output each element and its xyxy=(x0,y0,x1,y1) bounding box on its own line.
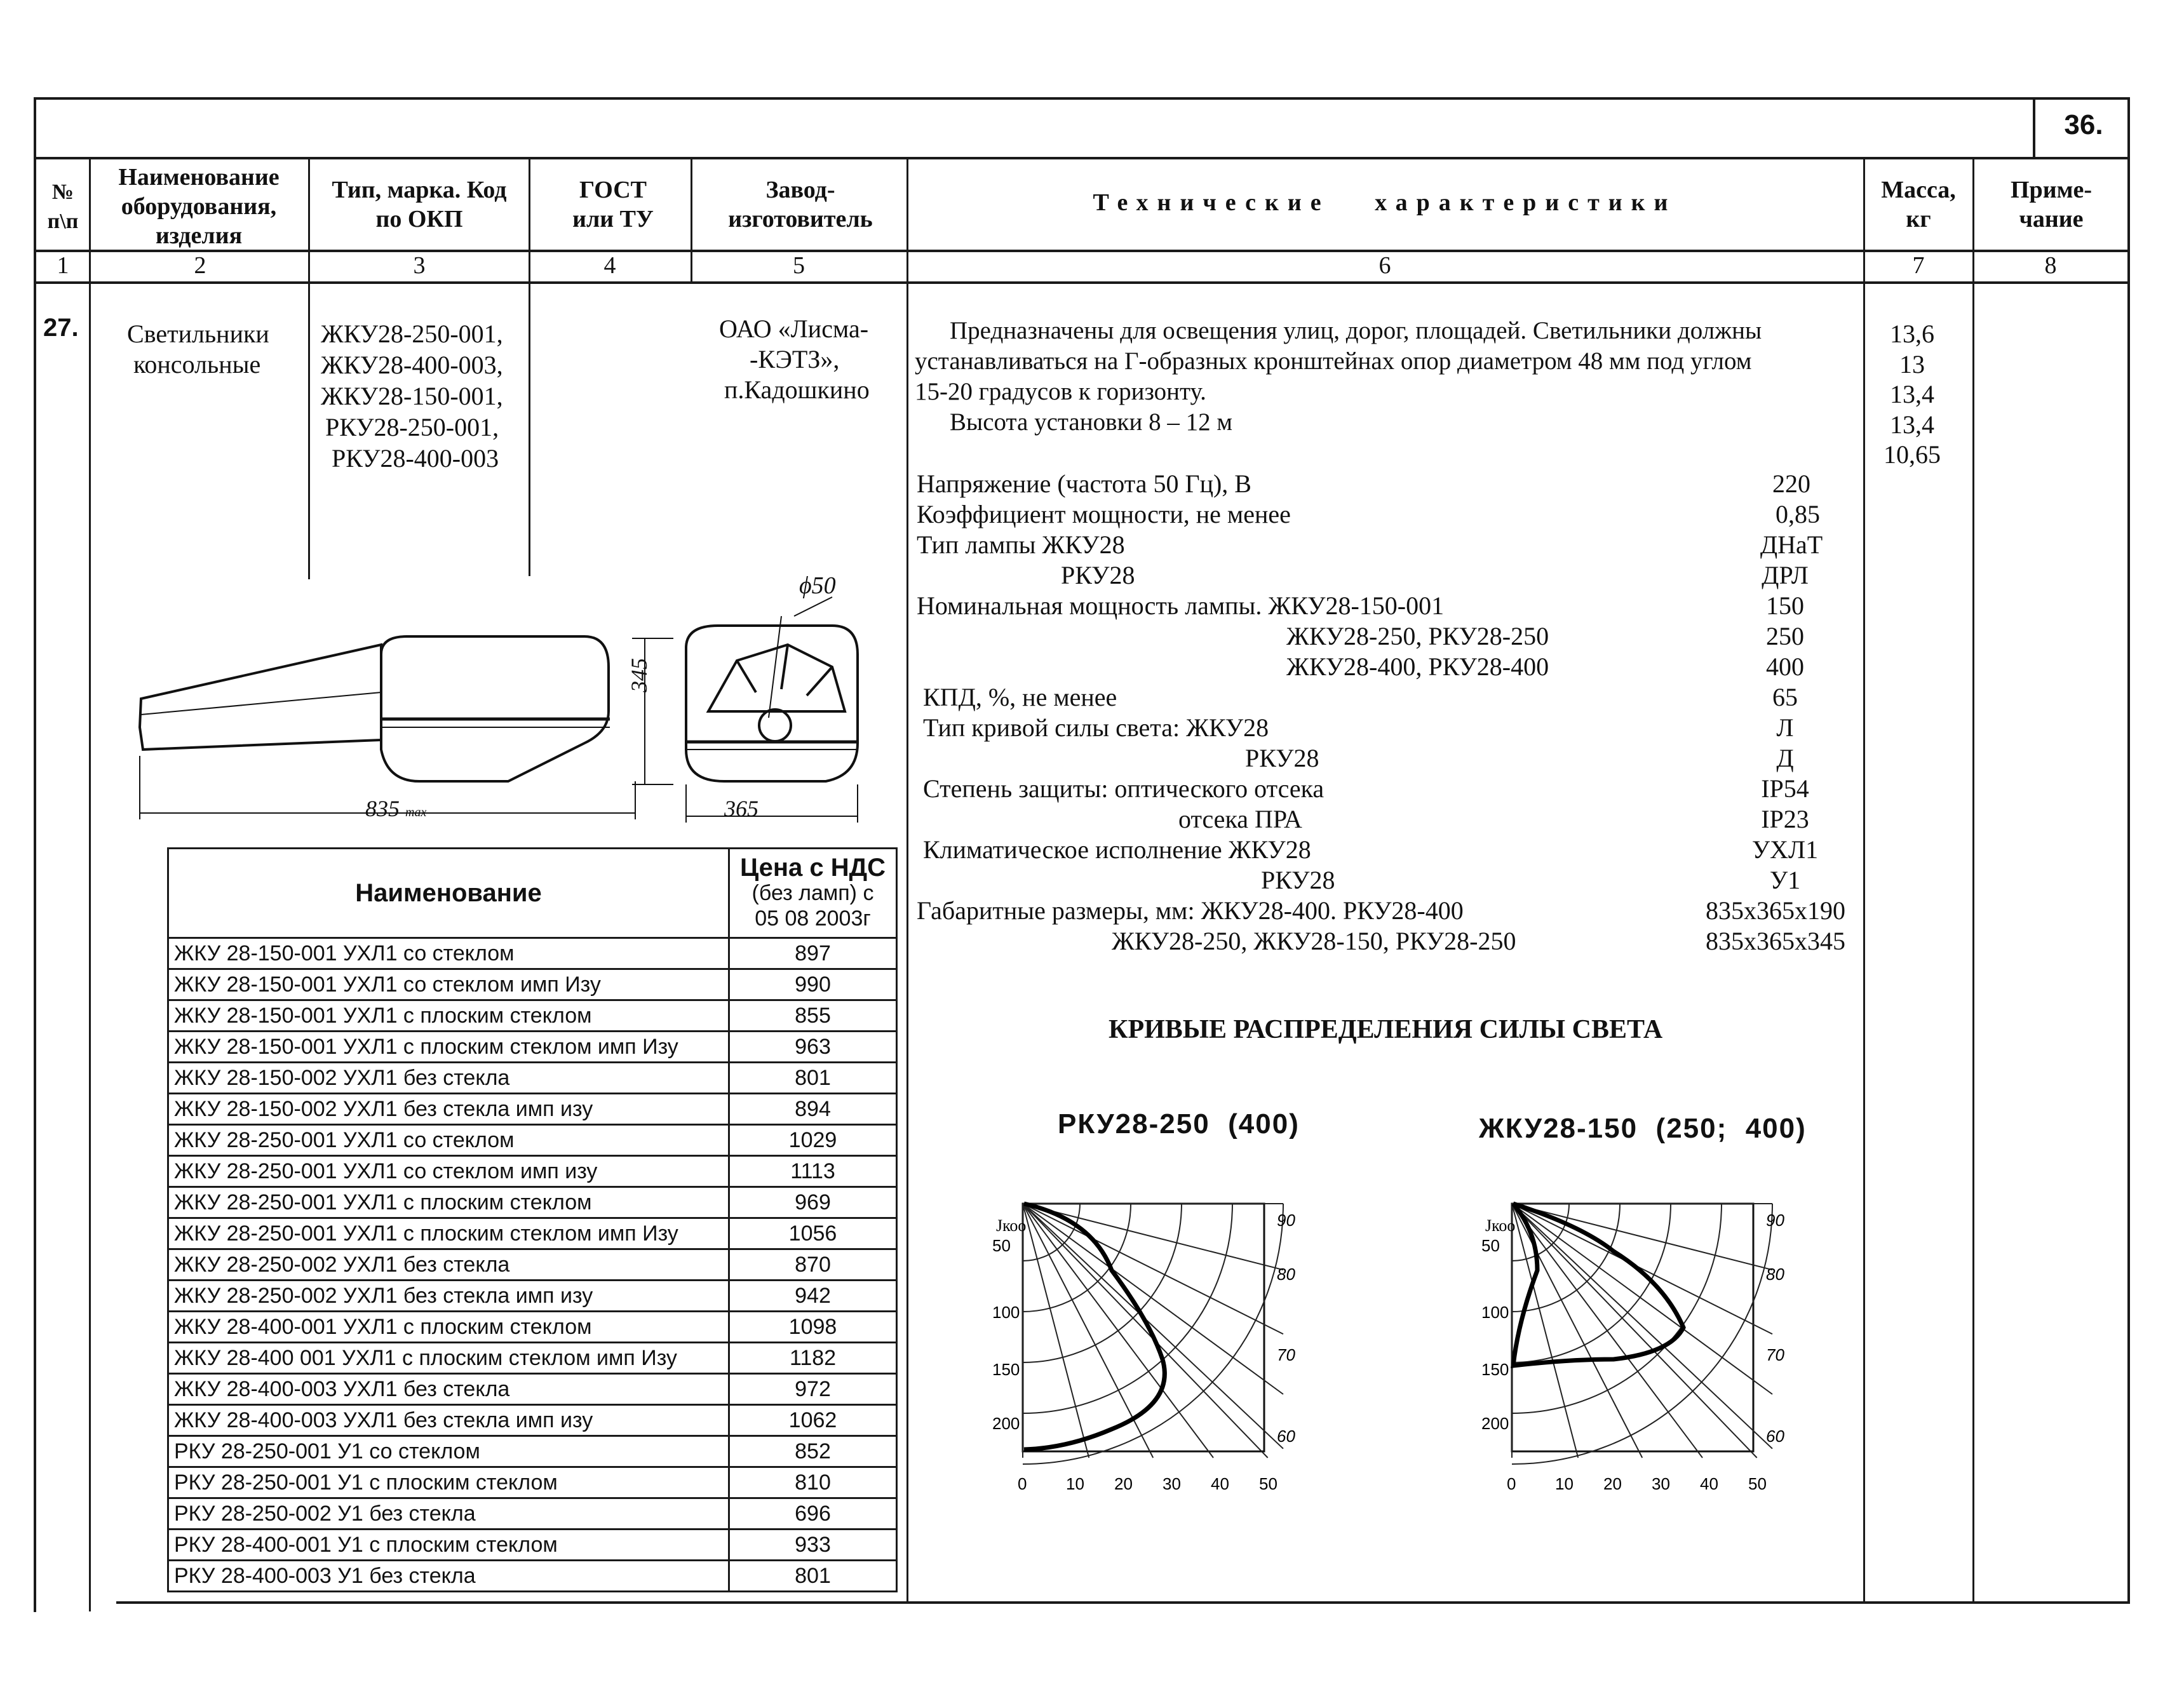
curve-left-radial-line xyxy=(1023,1204,1283,1449)
description-line2: устанавливаться на Г-образных кронштейнах опор диаметром 48 мм под углом xyxy=(915,347,1752,375)
price-row-value: 894 xyxy=(729,1094,897,1125)
curve-left-radial-line xyxy=(1023,1204,1283,1394)
col-number-4: 4 xyxy=(603,252,616,279)
colnum-bottom-line xyxy=(34,281,2130,284)
spec-label-curve-type-zhku: Тип кривой силы света: ЖКУ28 xyxy=(923,713,1269,742)
curve-left-x-tick: 20 xyxy=(1114,1474,1133,1493)
spec-value-curve-type-zhku: Л xyxy=(1776,713,1794,742)
price-row-name: ЖКУ 28-250-001 УХЛ1 со стеклом xyxy=(168,1125,729,1156)
item-type-1: ЖКУ28-250-001, xyxy=(321,319,503,348)
price-row-name: ЖКУ 28-250-001 УХЛ1 с плоским стеклом имп Изу xyxy=(168,1218,729,1249)
col-sep-1 xyxy=(89,157,91,1611)
col-number-2: 2 xyxy=(194,252,206,279)
price-row xyxy=(168,1032,897,1063)
curve-left-title: РКУ28-250 (400) xyxy=(1058,1108,1300,1140)
curve-right-angle-tick: 90 xyxy=(1766,1211,1784,1230)
spec-value-efficiency: 65 xyxy=(1772,683,1798,711)
frame-top xyxy=(34,97,2130,100)
col-sep-2 xyxy=(308,157,310,579)
price-row xyxy=(168,1063,897,1094)
price-header-line2: (без ламп) с xyxy=(752,881,874,905)
price-row xyxy=(168,1405,897,1436)
curve-left-x-tick: 10 xyxy=(1066,1474,1084,1493)
curve-right-radial-line xyxy=(1512,1204,1772,1334)
spec-label-nominal-power-400: ЖКУ28-400, РКУ28-400 xyxy=(1286,652,1549,681)
mass-1: 13,6 xyxy=(1890,319,1934,348)
curve-left-angle-tick: 90 xyxy=(1277,1211,1295,1230)
spec-label-nominal-power: Номинальная мощность лампы. ЖКУ28-150-001 xyxy=(917,591,1445,620)
price-header-line3: 05 08 2003г xyxy=(755,906,871,931)
curve-right-y-tick: 150 xyxy=(1481,1360,1509,1379)
curves-section-title: КРИВЫЕ РАСПРЕДЕЛЕНИЯ СИЛЫ СВЕТА xyxy=(1109,1015,1663,1044)
price-row xyxy=(168,1281,897,1312)
spec-value-voltage: 220 xyxy=(1772,469,1810,498)
curve-left-arc xyxy=(1023,1204,1232,1413)
curve-right-x-tick: 20 xyxy=(1603,1474,1622,1493)
spec-label-efficiency: КПД, %, не менее xyxy=(923,683,1117,711)
row-number: 27. xyxy=(43,314,79,342)
mass-3: 13,4 xyxy=(1890,380,1934,408)
curve-right-y-tick: 200 xyxy=(1481,1414,1509,1433)
spec-value-lamp-type-zhku: ДНаТ xyxy=(1760,530,1823,559)
price-row xyxy=(168,1436,897,1467)
price-row-value: 990 xyxy=(729,969,897,1000)
dim-length-suffix: max xyxy=(405,805,427,819)
spec-label-voltage: Напряжение (частота 50 Гц), В xyxy=(917,469,1251,498)
curve-left-angle-tick: 80 xyxy=(1277,1265,1295,1284)
curve-left-x-tick: 40 xyxy=(1211,1474,1229,1493)
spec-label-dimensions-400: Габаритные размеры, мм: ЖКУ28-400. РКУ28-400 xyxy=(917,896,1464,925)
spec-label-climate-rku: РКУ28 xyxy=(1261,866,1335,894)
maker-line3: п.Кадошкино xyxy=(724,375,870,404)
price-row xyxy=(168,1374,897,1405)
price-row-value: 969 xyxy=(729,1187,897,1218)
spec-label-dimensions-250: ЖКУ28-250, ЖКУ28-150, РКУ28-250 xyxy=(1112,927,1516,955)
curve-left-x-tick: 30 xyxy=(1163,1474,1181,1493)
price-row-value: 942 xyxy=(729,1281,897,1312)
curve-right-x-tick: 30 xyxy=(1652,1474,1670,1493)
col-number-3: 3 xyxy=(413,252,426,279)
curve-left-angle-tick: 60 xyxy=(1277,1427,1295,1446)
col-sep-7 xyxy=(1972,157,1974,1604)
header-col8: Приме-чание xyxy=(2011,177,2092,232)
description-line3: 15-20 градусов к горизонту. xyxy=(915,378,1206,405)
curve-left-y-tick: 100 xyxy=(992,1303,1020,1322)
curve-right-angle-tick: 80 xyxy=(1766,1265,1784,1284)
curve-right-y-tick: 50 xyxy=(1481,1236,1500,1255)
price-row xyxy=(168,1498,897,1530)
header-col7: Масса, кг xyxy=(1881,177,1956,232)
price-row xyxy=(168,938,897,969)
price-row xyxy=(168,1156,897,1187)
col-sep-3 xyxy=(529,157,530,576)
curve-right-arc xyxy=(1512,1204,1722,1413)
curve-right-x-tick: 40 xyxy=(1700,1474,1718,1493)
curve-right-radial-line xyxy=(1512,1204,1772,1449)
price-row xyxy=(168,969,897,1000)
curve-left-y-tick: 50 xyxy=(992,1236,1011,1255)
header-col2: Наименование оборудования, изделия xyxy=(118,164,280,249)
col-number-1: 1 xyxy=(57,252,69,279)
curve-right-angle-tick: 60 xyxy=(1766,1427,1784,1446)
price-row-name: ЖКУ 28-150-002 УХЛ1 без стекла имп изу xyxy=(168,1094,729,1125)
curve-right-x-tick: 10 xyxy=(1555,1474,1574,1493)
price-row xyxy=(168,1218,897,1249)
dim-height: 345 xyxy=(626,658,652,692)
spec-value-dimensions-250: 835x365x345 xyxy=(1706,927,1845,955)
price-row-name: ЖКУ 28-400-001 УХЛ1 с плоским стеклом xyxy=(168,1312,729,1343)
spec-label-lamp-type-rku: РКУ28 xyxy=(1061,561,1135,589)
price-row-value: 933 xyxy=(729,1530,897,1561)
dim-width: 365 xyxy=(724,796,758,821)
price-row xyxy=(168,1343,897,1374)
price-row-value: 1029 xyxy=(729,1125,897,1156)
price-row-value: 963 xyxy=(729,1032,897,1063)
price-row xyxy=(168,1249,897,1281)
curve-left-plot xyxy=(966,1194,1372,1499)
price-row xyxy=(168,1187,897,1218)
price-header-price xyxy=(729,849,897,938)
price-row-value: 852 xyxy=(729,1436,897,1467)
spec-label-curve-type-rku: РКУ28 xyxy=(1245,744,1319,772)
curve-right-radial-line xyxy=(1512,1204,1578,1458)
dim-length xyxy=(365,795,426,822)
col-number-7: 7 xyxy=(1912,252,1925,279)
price-row-name: ЖКУ 28-400-003 УХЛ1 без стекла xyxy=(168,1374,729,1405)
price-row-name: ЖКУ 28-150-001 УХЛ1 со стеклом xyxy=(168,938,729,969)
spec-value-nominal-power-150: 150 xyxy=(1766,591,1804,620)
price-row xyxy=(168,1000,897,1032)
price-row-name: РКУ 28-400-001 У1 с плоским стеклом xyxy=(168,1530,729,1561)
header-top-line xyxy=(34,157,2130,159)
curve-left-radial-line xyxy=(1023,1204,1268,1458)
price-row-name: ЖКУ 28-150-001 УХЛ1 со стеклом имп Изу xyxy=(168,969,729,1000)
price-row-value: 1098 xyxy=(729,1312,897,1343)
curve-left-angle-tick: 70 xyxy=(1277,1345,1295,1364)
frame-bottom xyxy=(116,1601,2130,1604)
price-row-value: 1182 xyxy=(729,1343,897,1374)
header-col4: ГОСТ или ТУ xyxy=(572,177,654,232)
price-row-value: 1056 xyxy=(729,1218,897,1249)
price-row-name: РКУ 28-250-001 У1 со стеклом xyxy=(168,1436,729,1467)
price-row xyxy=(168,1094,897,1125)
curve-left-y-unit: Jкоо xyxy=(996,1216,1027,1235)
price-row-value: 897 xyxy=(729,938,897,969)
price-row-value: 1113 xyxy=(729,1156,897,1187)
side-view-body xyxy=(381,636,609,781)
item-type-4: РКУ28-250-001, xyxy=(325,413,499,441)
price-row-name: ЖКУ 28-250-001 УХЛ1 со стеклом имп изу xyxy=(168,1156,729,1187)
price-row xyxy=(168,1467,897,1498)
price-header-line1: Цена с НДС xyxy=(739,854,886,882)
curve-right-arc xyxy=(1512,1204,1772,1464)
price-row-name: ЖКУ 28-150-002 УХЛ1 без стекла xyxy=(168,1063,729,1094)
front-view-socket xyxy=(759,709,791,741)
curve-right-x-tick: 50 xyxy=(1748,1474,1767,1493)
header-col1: № п\п xyxy=(47,180,79,233)
price-header-name: Наименование xyxy=(168,849,729,938)
price-row-value: 855 xyxy=(729,1000,897,1032)
price-row-name: ЖКУ 28-250-002 УХЛ1 без стекла имп изу xyxy=(168,1281,729,1312)
curve-left-y-tick: 150 xyxy=(992,1360,1020,1379)
curve-right-title: ЖКУ28-150 (250; 400) xyxy=(1479,1113,1807,1144)
spec-value-curve-type-rku: Д xyxy=(1776,744,1794,772)
col-number-5: 5 xyxy=(793,252,805,279)
price-row-name: ЖКУ 28-250-001 УХЛ1 с плоским стеклом xyxy=(168,1187,729,1218)
curve-right-radial-line xyxy=(1512,1204,1772,1270)
header-col6: Технические характеристики xyxy=(1093,189,1677,216)
price-row-name: РКУ 28-400-003 У1 без стекла xyxy=(168,1561,729,1592)
spec-label-climate-zhku: Климатическое исполнение ЖКУ28 xyxy=(923,835,1311,864)
item-type-3: ЖКУ28-150-001, xyxy=(321,382,503,410)
price-row xyxy=(168,1530,897,1561)
header-col3: Тип, марка. Код по ОКП xyxy=(332,177,507,232)
description-line4: Высота установки 8 – 12 м xyxy=(950,408,1233,436)
page-number: 36. xyxy=(2064,109,2103,140)
spec-value-power-factor: 0,85 xyxy=(1776,500,1820,528)
maker-line1: ОАО «Лисма- xyxy=(719,314,869,343)
curve-right-y-tick: 100 xyxy=(1481,1303,1509,1322)
mass-2: 13 xyxy=(1899,350,1925,379)
price-row-value: 801 xyxy=(729,1063,897,1094)
spec-label-nominal-power-250: ЖКУ28-250, РКУ28-250 xyxy=(1286,622,1549,650)
price-row-value: 810 xyxy=(729,1467,897,1498)
frame-left xyxy=(34,97,36,1612)
side-view-arm xyxy=(140,645,381,750)
price-row-value: 801 xyxy=(729,1561,897,1592)
price-row-value: 696 xyxy=(729,1498,897,1530)
dim-length-value: 835 xyxy=(365,796,400,821)
curve-left-radial-line xyxy=(1023,1204,1283,1334)
spec-label-protection-pra: отсека ПРА xyxy=(1178,805,1302,833)
spec-value-protection-pra: IP23 xyxy=(1761,805,1809,833)
curve-right-plot xyxy=(1455,1194,1861,1499)
price-table xyxy=(167,847,898,1592)
price-row-name: РКУ 28-250-001 У1 с плоским стеклом xyxy=(168,1467,729,1498)
curve-right-radial-line xyxy=(1512,1204,1772,1394)
price-row-value: 972 xyxy=(729,1374,897,1405)
spec-label-power-factor: Коэффициент мощности, не менее xyxy=(917,500,1291,528)
price-row-name: РКУ 28-250-002 У1 без стекла xyxy=(168,1498,729,1530)
spec-value-climate-zhku: УХЛ1 xyxy=(1751,835,1819,864)
description-line1: Предназначены для освещения улиц, дорог, площадей. Светильники должны xyxy=(950,317,1762,344)
price-row-name: ЖКУ 28-250-002 УХЛ1 без стекла xyxy=(168,1249,729,1281)
mass-5: 10,65 xyxy=(1884,440,1941,469)
maker-line2: -КЭТЗ», xyxy=(750,345,840,373)
curve-right-angle-tick: 70 xyxy=(1766,1345,1784,1364)
spec-value-protection-optical: IP54 xyxy=(1761,774,1809,803)
spec-value-nominal-power-250: 250 xyxy=(1766,622,1804,650)
col-sep-5 xyxy=(907,157,908,1604)
price-row-name: ЖКУ 28-400 001 УХЛ1 с плоским стеклом имп Изу xyxy=(168,1343,729,1374)
page-number-box-left xyxy=(2033,97,2035,159)
spec-label-lamp-type-zhku: Тип лампы ЖКУ28 xyxy=(917,530,1125,559)
item-type-5: РКУ28-400-003 xyxy=(332,444,499,473)
luminaire-drawing xyxy=(127,565,889,832)
curve-right-radial-line xyxy=(1512,1204,1757,1458)
spec-value-climate-rku: У1 xyxy=(1769,866,1801,894)
curve-left-y-tick: 200 xyxy=(992,1414,1020,1433)
price-table-header xyxy=(168,849,897,938)
price-row-name: ЖКУ 28-150-001 УХЛ1 с плоским стеклом имп Изу xyxy=(168,1032,729,1063)
price-row xyxy=(168,1312,897,1343)
item-name-line1: Светильники xyxy=(127,319,269,348)
spec-label-protection-optical: Степень защиты: оптического отсека xyxy=(923,774,1324,803)
curve-left-radial-line xyxy=(1023,1204,1089,1458)
col-number-8: 8 xyxy=(2044,252,2057,279)
price-row-name: ЖКУ 28-150-001 УХЛ1 с плоским стеклом xyxy=(168,1000,729,1032)
curve-left-radial-line xyxy=(1023,1204,1283,1270)
curve-right-x-tick: 0 xyxy=(1507,1474,1516,1493)
price-row xyxy=(168,1561,897,1592)
mass-4: 13,4 xyxy=(1890,410,1934,439)
dim-diameter: ϕ50 xyxy=(799,572,836,599)
spec-value-lamp-type-rku: ДРЛ xyxy=(1762,561,1809,589)
spec-value-dimensions-400: 835x365x190 xyxy=(1706,896,1845,925)
col-number-6: 6 xyxy=(1378,252,1391,279)
item-type-2: ЖКУ28-400-003, xyxy=(321,351,503,379)
price-row-value: 1062 xyxy=(729,1405,897,1436)
spec-value-nominal-power-400: 400 xyxy=(1766,652,1804,681)
header-col5: Завод-изготовитель xyxy=(728,177,873,232)
price-row-name: ЖКУ 28-400-003 УХЛ1 без стекла имп изу xyxy=(168,1405,729,1436)
price-row-value: 870 xyxy=(729,1249,897,1281)
curve-right-y-unit: Jкоо xyxy=(1485,1216,1516,1235)
item-name-line2: консольные xyxy=(133,350,261,379)
price-row xyxy=(168,1125,897,1156)
frame-right xyxy=(2127,97,2130,1604)
curve-left-x-tick: 50 xyxy=(1259,1474,1277,1493)
curve-left-x-tick: 0 xyxy=(1018,1474,1027,1493)
